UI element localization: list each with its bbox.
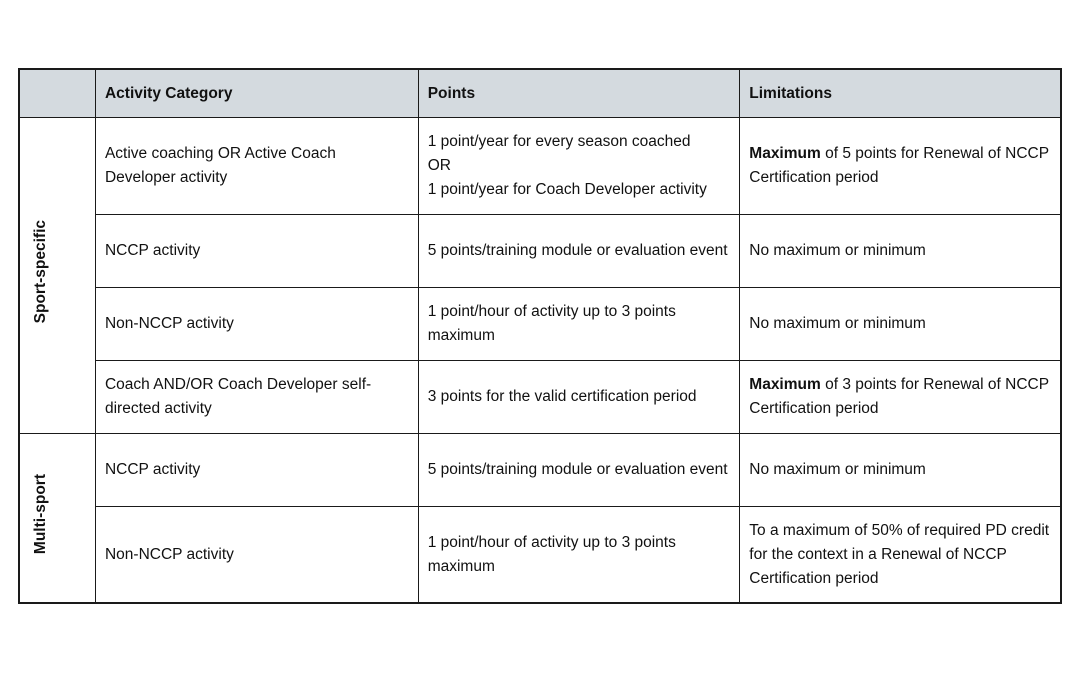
pd-credit-table <box>18 68 1062 604</box>
limitations-cell: No maximum or minimum <box>740 288 1061 361</box>
category-cell: Non-NCCP activity <box>95 507 418 604</box>
limit-emphasis: Maximum <box>749 376 821 393</box>
limitations-cell: No maximum or minimum <box>740 215 1061 288</box>
table-row <box>19 288 1061 361</box>
points-line: 1 point/year for every season coached <box>427 133 691 150</box>
group-sport-specific <box>19 118 95 434</box>
points-cell: 3 points for the valid certification period <box>418 361 740 434</box>
group-label: Multi-sport <box>32 473 49 555</box>
limit-text: of 5 points for Renewal of NCCP Certification period <box>749 145 1049 186</box>
points-cell: 5 points/training module or evaluation event <box>418 215 740 288</box>
table-header-row <box>19 69 1061 118</box>
header-limitations: Limitations <box>740 69 1061 118</box>
limit-text: of 3 points for Renewal of NCCP Certification period <box>749 376 1049 417</box>
points-cell: 5 points/training module or evaluation event <box>418 434 740 507</box>
group-multi-sport <box>19 434 95 604</box>
table-row <box>19 434 1061 507</box>
category-cell: Coach AND/OR Coach Developer self-directed activity <box>95 361 418 434</box>
points-cell: 1 point/hour of activity up to 3 points maximum <box>418 507 740 604</box>
limit-emphasis: Maximum <box>749 145 821 162</box>
group-label: Sport-specific <box>32 219 49 324</box>
category-cell: NCCP activity <box>95 215 418 288</box>
limitations-cell <box>740 361 1061 434</box>
header-activity-category: Activity Category <box>95 69 418 118</box>
table-row <box>19 118 1061 215</box>
points-cell <box>418 118 740 215</box>
category-cell: Non-NCCP activity <box>95 288 418 361</box>
table-row <box>19 507 1061 604</box>
points-line: OR <box>427 157 451 174</box>
header-group <box>19 69 95 118</box>
limitations-cell: No maximum or minimum <box>740 434 1061 507</box>
category-cell: Active coaching OR Active Coach Developer activity <box>95 118 418 215</box>
table-row <box>19 361 1061 434</box>
limitations-cell <box>740 118 1061 215</box>
table-row <box>19 215 1061 288</box>
category-cell: NCCP activity <box>95 434 418 507</box>
points-line: 1 point/year for Coach Developer activity <box>427 181 707 198</box>
header-points: Points <box>418 69 740 118</box>
limitations-cell: To a maximum of 50% of required PD credit for the context in a Renewal of NCCP Certification period <box>740 507 1061 604</box>
points-cell: 1 point/hour of activity up to 3 points maximum <box>418 288 740 361</box>
